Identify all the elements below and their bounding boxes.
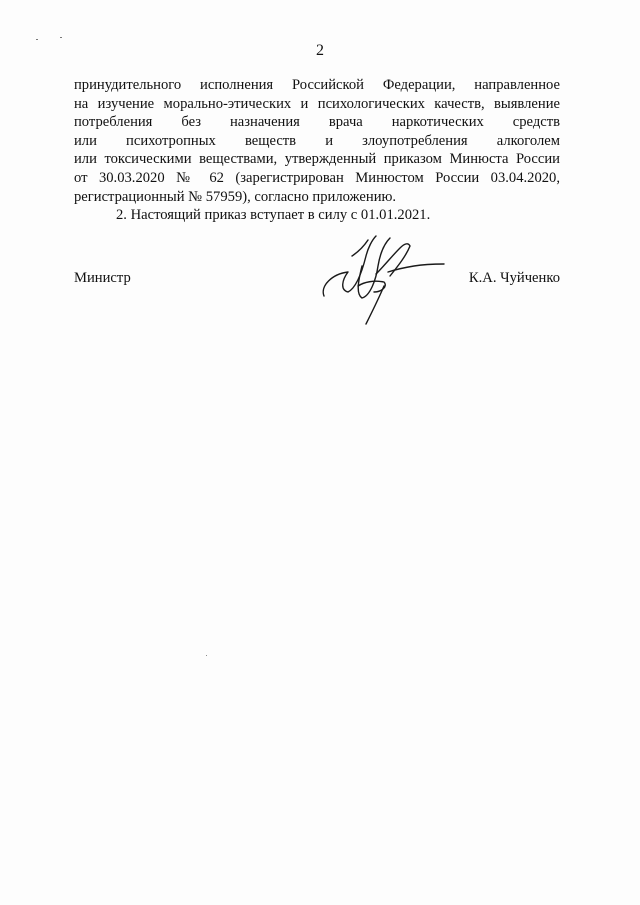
body-text: [74, 76, 560, 225]
scan-speck: [60, 37, 62, 38]
text-line: или токсическими веществами, утвержденный приказом Минюста России: [74, 151, 560, 168]
paragraph-item-2: 2. Настоящий приказ вступает в силу с 01.01.2021.: [116, 207, 431, 224]
text-line: потребления без назначения врача наркотических средств: [74, 114, 560, 131]
signature-block: [74, 270, 560, 292]
scan-speck: [206, 655, 207, 656]
text-line: от 30.03.2020 № 62 (зарегистрирован Минюстом России 03.04.2020,: [74, 169, 560, 186]
text-line: или психотропных веществ и злоупотребления алкоголем: [74, 132, 560, 149]
text-line: регистрационный № 57959), согласно приложению.: [74, 188, 397, 205]
scan-speck: [36, 39, 38, 40]
page-number: 2: [316, 42, 324, 59]
text-line: на изучение морально-этических и психологических качеств, выявление: [74, 95, 560, 112]
signatory-name: К.А. Чуйченко: [468, 270, 560, 286]
signatory-title: Министр: [74, 270, 131, 286]
text-line: принудительного исполнения Российской Федерации, направленное: [74, 77, 560, 93]
